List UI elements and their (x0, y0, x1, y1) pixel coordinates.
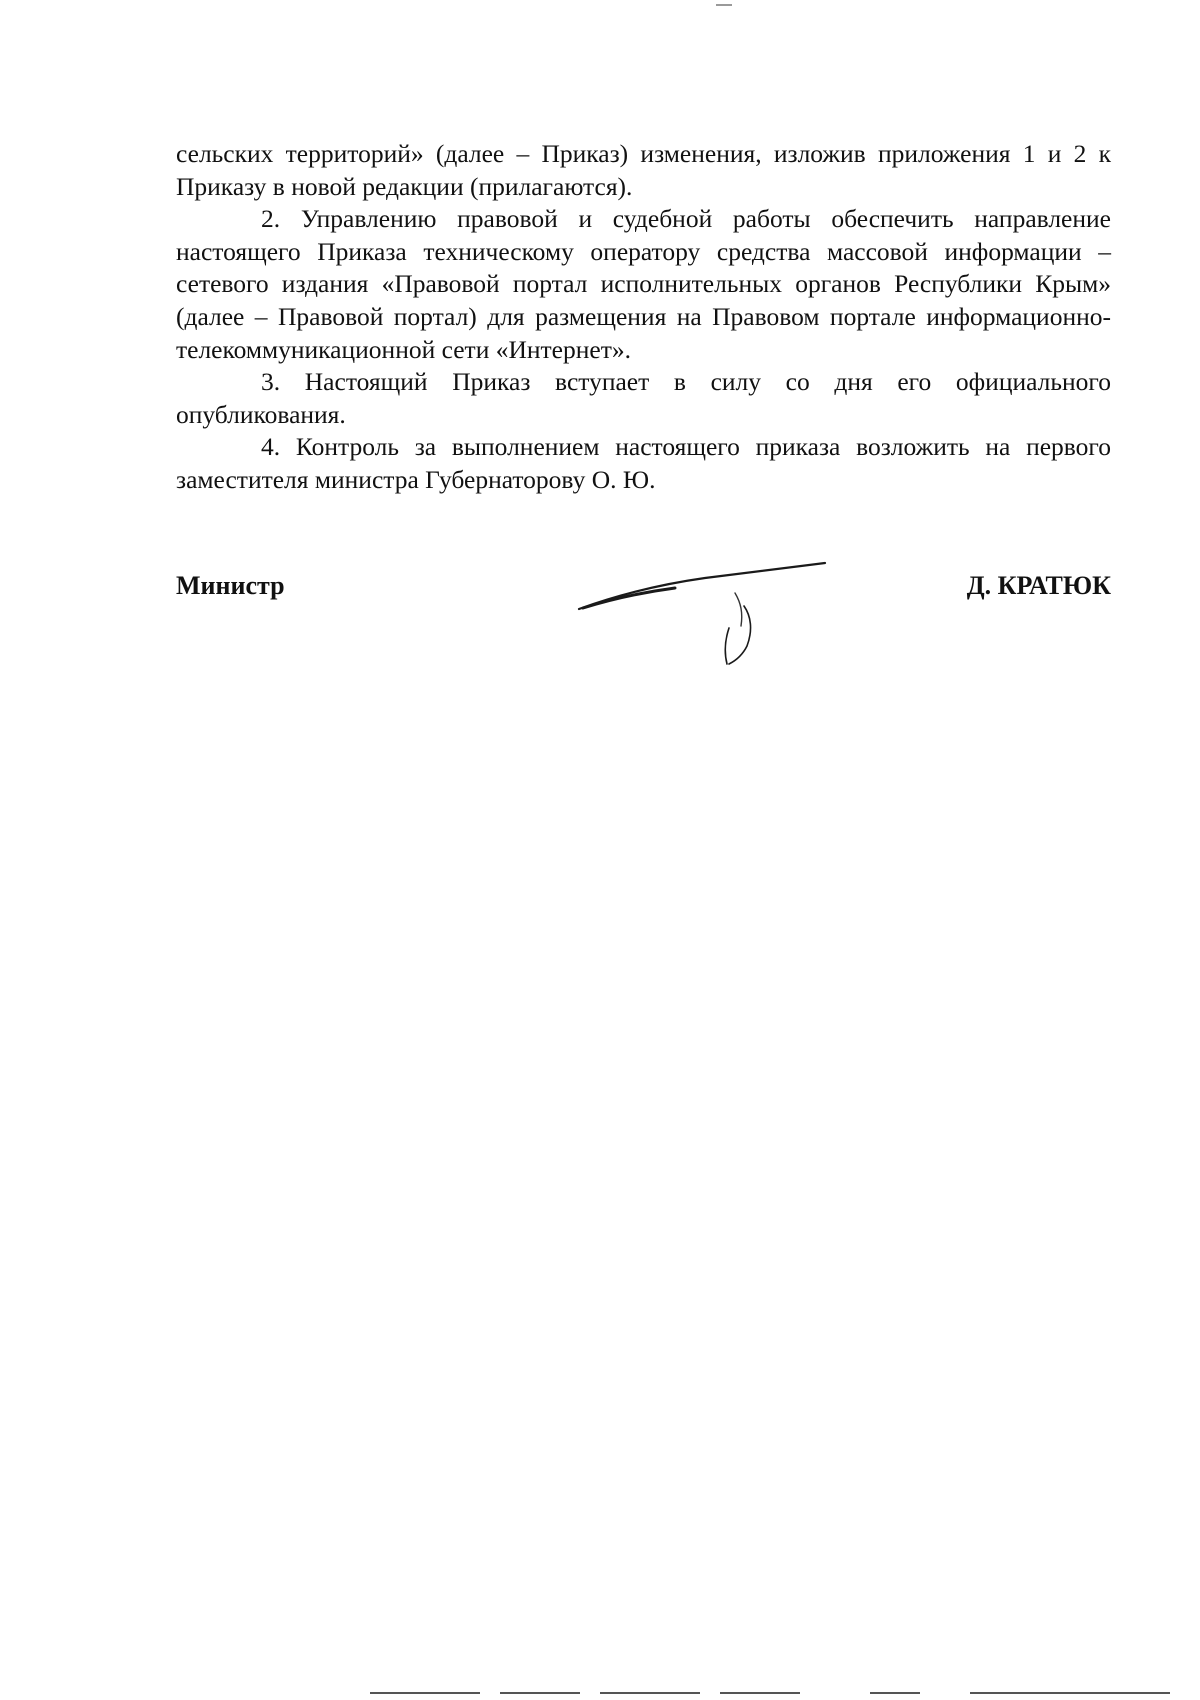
paragraph-4: 4. Контроль за выполнением настоящего приказа возложить на первого заместителя министра Губернаторову О. Ю. (176, 432, 1111, 494)
document-body (176, 138, 1111, 497)
signatory-name: Д. КРАТЮК (966, 571, 1111, 600)
paragraph-2: 2. Управлению правовой и судебной работы обеспечить направление настоящего Приказа техническому оператору средства массовой информации – сетевого издания «Правовой портал исполнительных органов Республики Крым» (далее – Правовой портал) для размещения на Правовом портале информационно-телекоммуникационной сети «Интернет». (176, 204, 1111, 364)
handwritten-signature (575, 548, 835, 678)
scan-edge-lines (330, 1690, 1190, 1696)
paragraph-3: 3. Настоящий Приказ вступает в силу со дня его официального опубликования. (176, 367, 1111, 429)
signatory-title: Министр (176, 571, 285, 600)
scan-mark (716, 4, 732, 6)
paragraph-1-continuation: сельских территорий» (далее – Приказ) изменения, изложив приложения 1 и 2 к Приказу в новой редакции (прилагаются). (176, 139, 1111, 201)
